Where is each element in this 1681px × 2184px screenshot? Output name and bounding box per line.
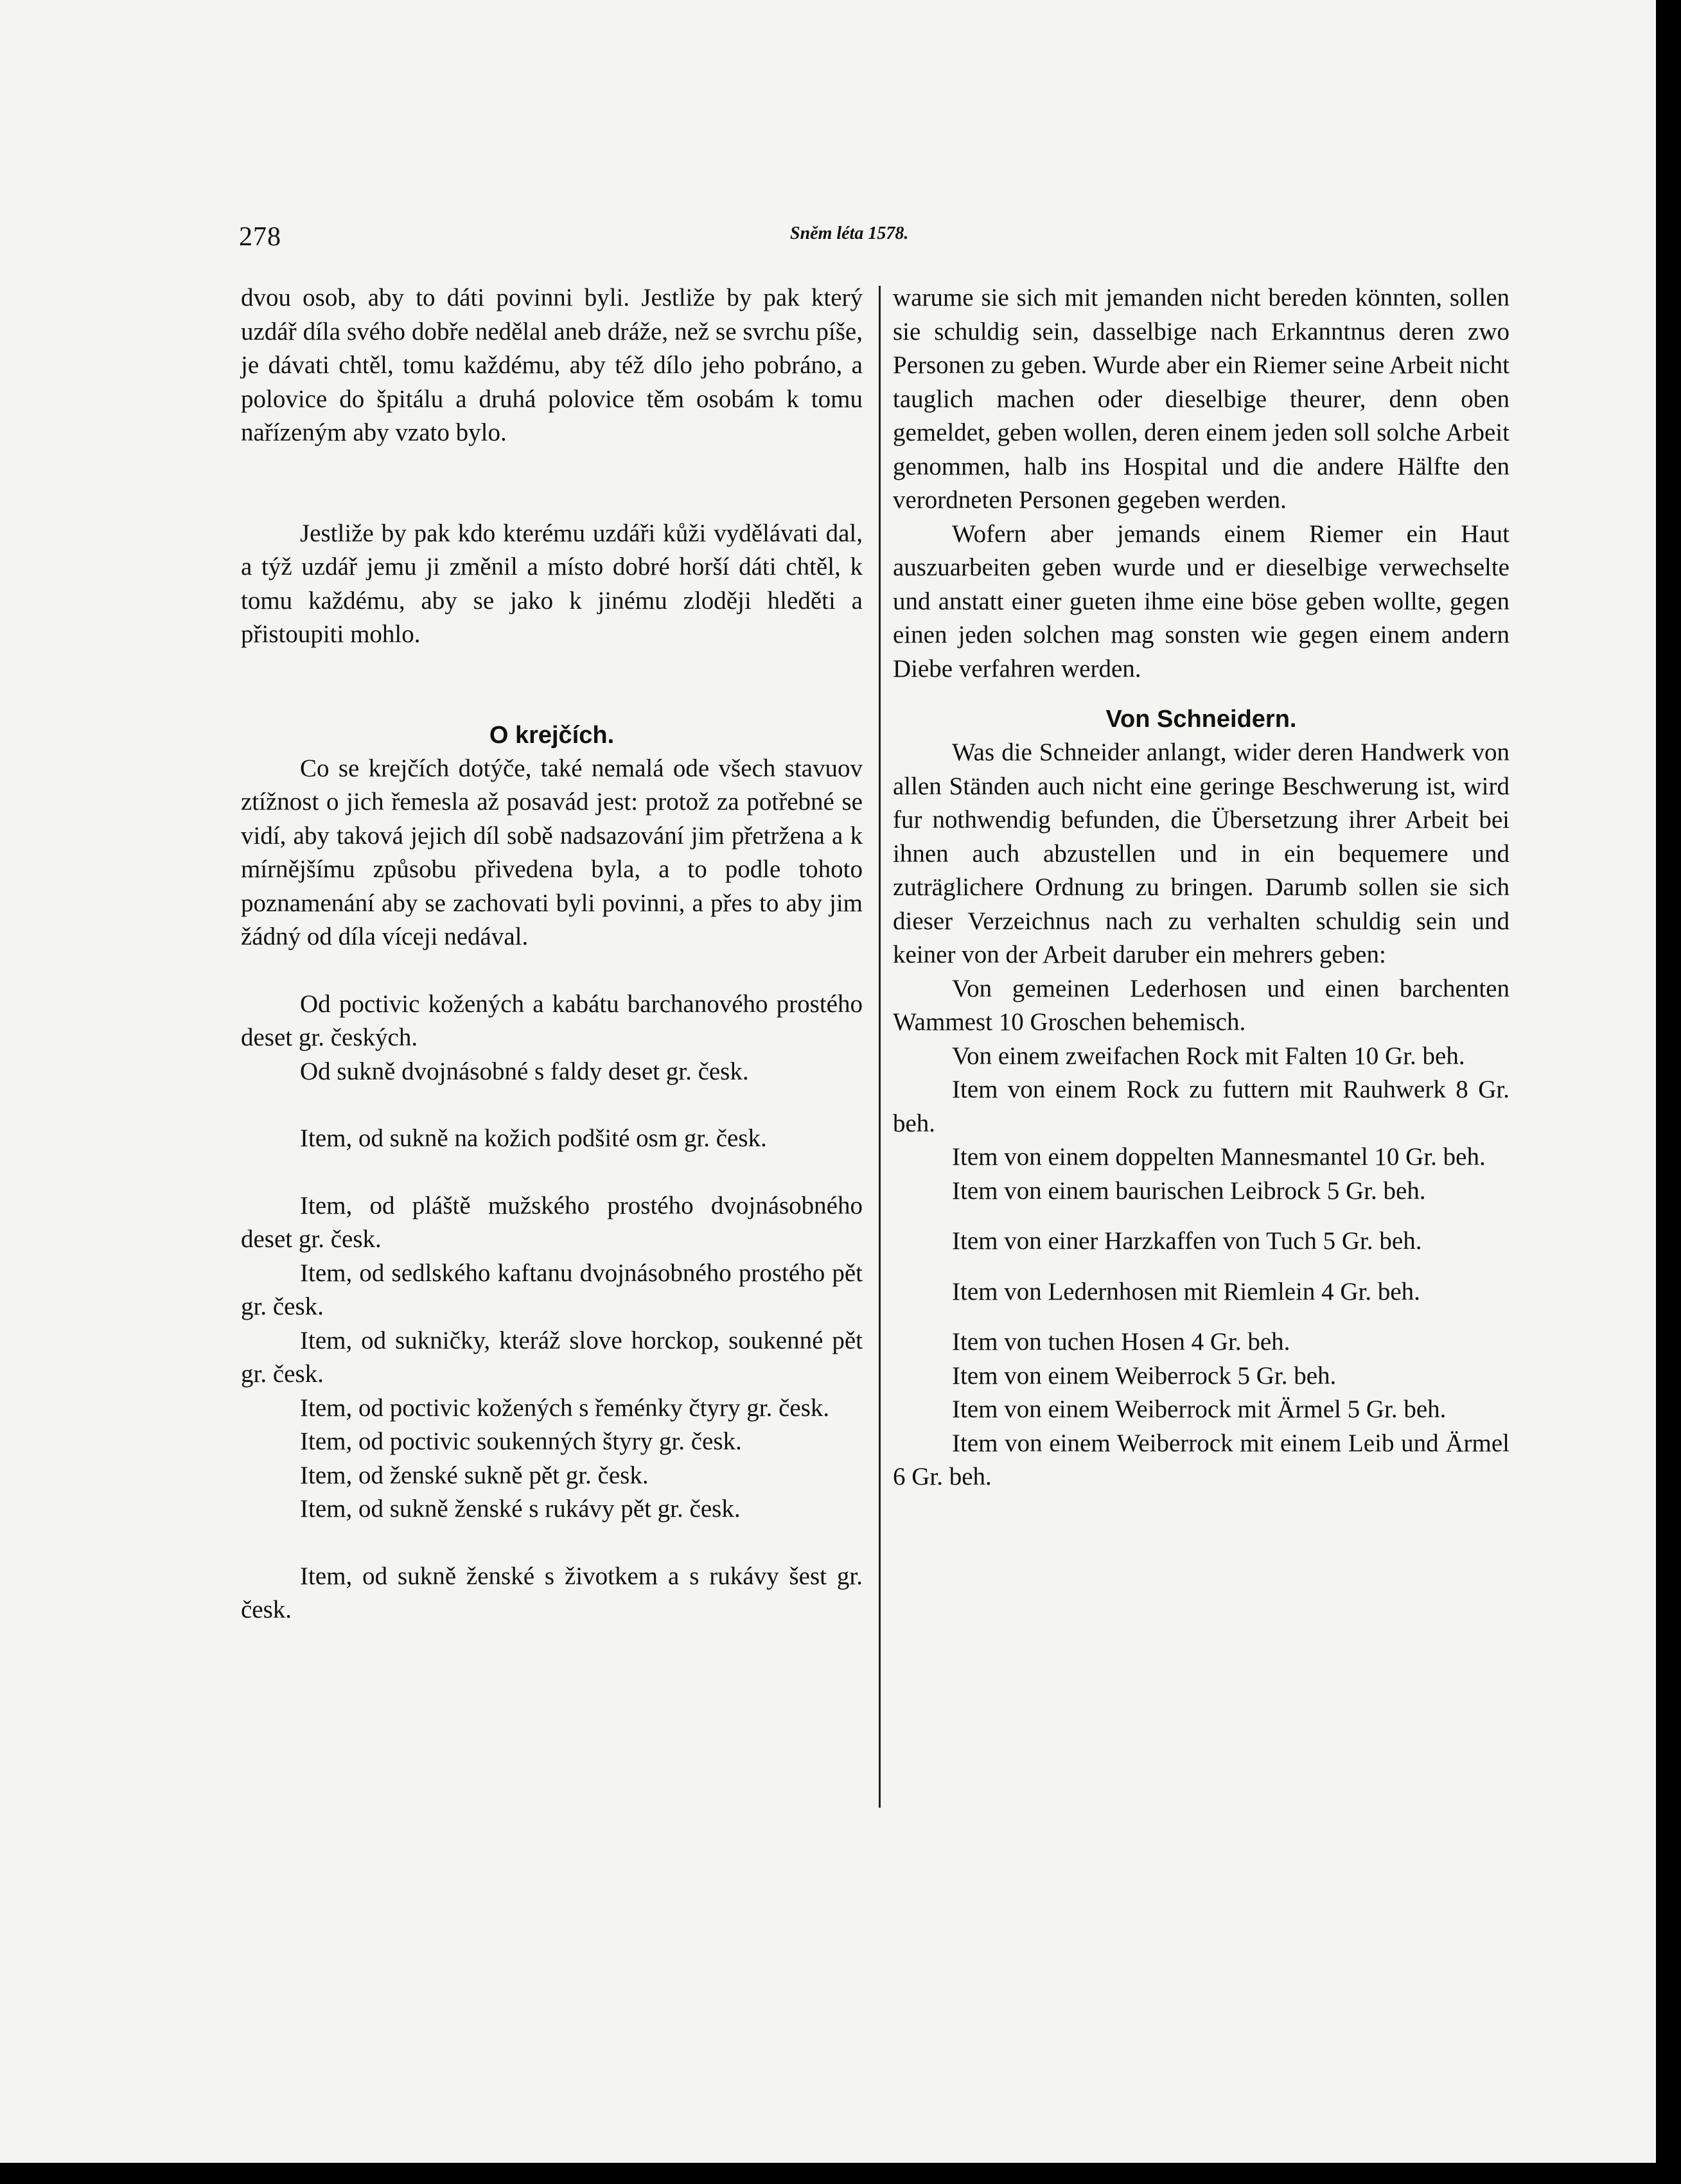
paragraph: dvou osob, aby to dáti povinni byli. Jestliže by pak který uzdář díla svého dobře nedělal aneb dráže, než se svrchu píše, je dávati chtěl, tomu každému, aby též dílo jeho pobráno, a polovice do špitálu a druhá polovice těm osobám k tomu nařízeným aby vzato bylo.	[241, 284, 863, 446]
list-item: Item, od poctivic soukenných štyry gr. česk.	[300, 1428, 742, 1455]
list-item: Item von Ledernhosen mit Riemlein 4 Gr. beh.	[952, 1277, 1420, 1306]
list-item: Item, od sedlského kaftanu dvojnásobného prostého pět gr. česk.	[241, 1259, 863, 1320]
list-item: Od sukně dvojnásobné s faldy deset gr. česk.	[300, 1057, 749, 1085]
list-item: Item von einem baurischen Leibrock 5 Gr. beh.	[952, 1176, 1426, 1205]
right-column-german	[893, 281, 1509, 1494]
paragraph: Jestliže by pak kdo kterému uzdáři kůži vydělávati dal, a týž uzdář jemu ji změnil a místo dobré horší dáti chtěl, k tomu každému, aby se jako k jinému zloději hleděti a přistoupiti mohlo.	[241, 519, 863, 648]
paragraph: Was die Schneider anlangt, wider deren Handwerk von allen Ständen auch nicht eine geringe Beschwerung ist, wird fur nothwendig befunden, die Übersetzung ihrer Arbeit bei ihnen auch abzustellen und in ein bequemere und zuträglichere Ordnung zu bringen. Darumb sollen sie sich dieser Verzeichnus nach zu verhalten schuldig sein und keiner von der Arbeit daruber ein mehrers geben:	[893, 738, 1509, 968]
list-item: Item von einem doppelten Mannesmantel 10 Gr. beh.	[952, 1143, 1486, 1171]
list-item: Item, od pláště mužského prostého dvojnásobného deset gr. česk.	[241, 1191, 863, 1253]
list-item: Von gemeinen Lederhosen und einen barchenten Wammest 10 Groschen behemisch.	[893, 974, 1509, 1036]
list-item: Item von tuchen Hosen 4 Gr. beh.	[952, 1328, 1290, 1356]
page-number: 278	[239, 222, 281, 252]
section-heading: O krejčích.	[489, 721, 615, 749]
list-item: Item von einem Rock zu futtern mit Rauhwerk 8 Gr. beh.	[893, 1076, 1509, 1137]
list-item: Item, od poctivic kožených s řeménky čtyry gr. česk.	[300, 1393, 830, 1422]
list-item: Item von einer Harzkaffen von Tuch 5 Gr. beh.	[952, 1227, 1422, 1255]
list-item: Von einem zweifachen Rock mit Falten 10 Gr. beh.	[952, 1042, 1465, 1070]
list-item: Item, od sukničky, kteráž slove horckop, soukenné pět gr. česk.	[241, 1326, 863, 1388]
paragraph: Co se krejčích dotýče, také nemalá ode všech stavuov ztížnost o jich řemesla až posavád jest: protož za potřebné se vidí, aby taková jejich díl sobě nadsazování jim přetržena a k mírnějšímu způsobu přivedena byla, a to podle tohoto poznamenání aby se zachovati byli povinni, a přes to aby jim žádný od díla víceji nedával.	[241, 754, 863, 950]
list-item: Item von einem Weiberrock mit einem Leib und Ärmel 6 Gr. beh.	[893, 1429, 1509, 1490]
list-item: Od poctivic kožených a kabátu barchanového prostého deset gr. českých.	[241, 990, 863, 1051]
paragraph: warume sie sich mit jemanden nicht bereden könnten, sollen sie schuldig sein, dasselbige nach Erkanntnus deren zwo Personen zu geben. Wurde aber ein Riemer seine Arbeit nicht tauglich machen oder dieselbige theurer, denn oben gemeldet, geben wollen, deren einem jeden soll solche Arbeit genommen, halb ins Hospital und die andere Hälfte den verordneten Personen gegeben werden.	[893, 284, 1509, 514]
running-title: Sněm léta 1578.	[790, 223, 909, 243]
list-item: Item von einem Weiberrock 5 Gr. beh.	[952, 1361, 1337, 1390]
list-item: Item, od sukně ženské s životkem a s rukávy šest gr. česk.	[241, 1562, 863, 1623]
section-heading: Von Schneidern.	[1105, 706, 1297, 733]
list-item: Item von einem Weiberrock mit Ärmel 5 Gr. beh.	[952, 1395, 1447, 1423]
list-item: Item, od ženské sukně pět gr. česk.	[300, 1461, 649, 1489]
paragraph: Wofern aber jemands einem Riemer ein Haut auszuarbeiten geben wurde und er dieselbige verwechselte und anstatt einer gueten ihme eine böse geben wollte, gegen einen jeden solchen mag sonsten wie gegen einem andern Diebe verfahren werden.	[893, 520, 1509, 683]
left-column-czech	[241, 281, 863, 1627]
list-item: Item, od sukně ženské s rukávy pět gr. česk.	[300, 1495, 741, 1523]
list-item: Item, od sukně na kožich podšité osm gr. česk.	[300, 1124, 767, 1152]
column-divider	[879, 286, 881, 1808]
